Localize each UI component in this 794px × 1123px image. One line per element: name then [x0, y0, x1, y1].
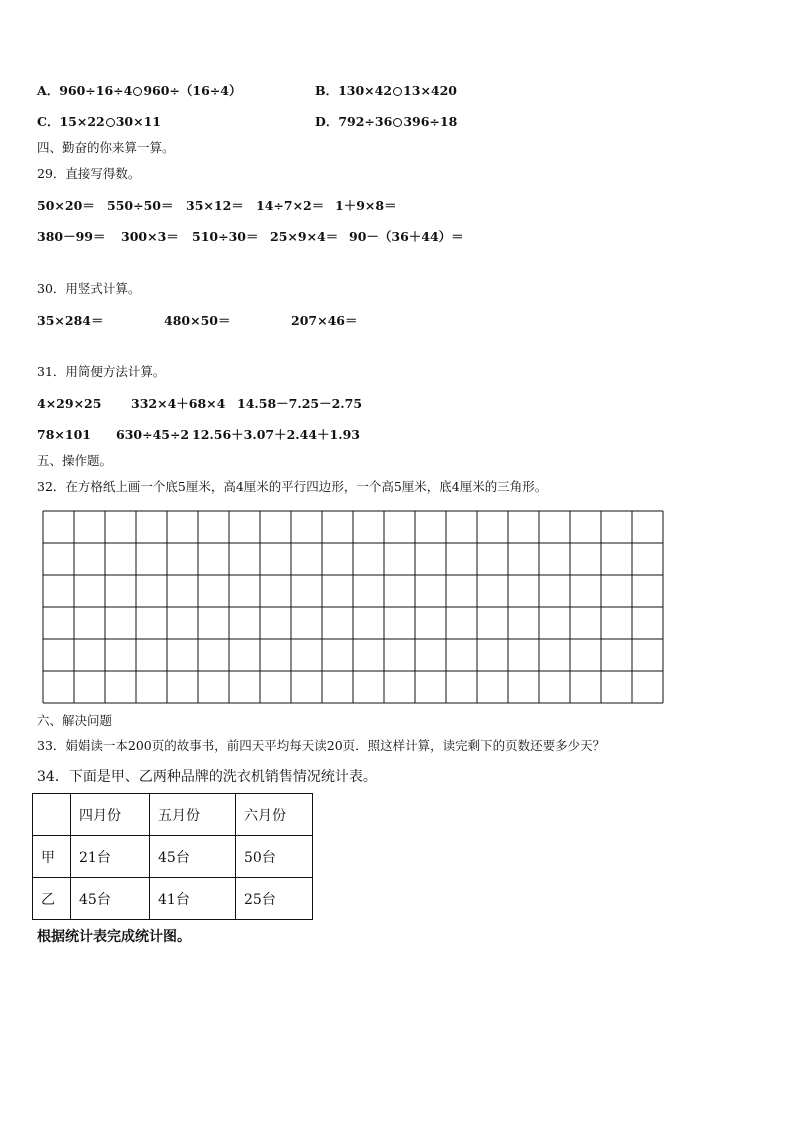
q28-option-a-right: 960÷（16÷4） [143, 83, 242, 98]
compare-circle-icon [106, 118, 115, 127]
table-row [33, 878, 313, 920]
q34-footer: 根据统计表完成统计图。 [37, 929, 191, 945]
q31-item: 332×4＋68×4 [131, 396, 226, 411]
table-cell: 50台 [236, 836, 313, 878]
q30-item: 35×284＝ [37, 313, 104, 328]
table-row [33, 836, 313, 878]
section-6-title: 六、解决问题 [37, 713, 113, 728]
q28-option-b [315, 83, 457, 99]
table-cell: 45台 [150, 836, 236, 878]
q29-item: 90－（36＋44）＝ [349, 229, 464, 244]
q31-item: 12.56＋3.07＋2.44＋1.93 [192, 427, 360, 442]
q28-option-a-left: 960÷16÷4 [59, 83, 133, 98]
section-4-title: 四、勤奋的你来算一算。 [37, 140, 175, 155]
table-cell: 甲 [33, 836, 71, 878]
q29-item: 50×20＝ [37, 198, 95, 213]
table-header-cell: 五月份 [150, 794, 236, 836]
compare-circle-icon [393, 118, 402, 127]
compare-circle-icon [133, 87, 142, 96]
q29-item: 25×9×4＝ [270, 229, 339, 244]
q33-title: 33．娟娟读一本200页的故事书，前四天平均每天读20页．照这样计算，读完剩下的页数还要多少天？ [37, 738, 606, 753]
q29-item: 14÷7×2＝ [256, 198, 325, 213]
table-cell: 21台 [71, 836, 150, 878]
table-cell: 41台 [150, 878, 236, 920]
q28-option-b-label: B． [315, 83, 339, 98]
q30-title: 30．用竖式计算。 [37, 281, 141, 296]
q32-title: 32．在方格纸上画一个底5厘米，高4厘米的平行四边形，一个高5厘米，底4厘米的三角形。 [37, 479, 548, 494]
square-grid-paper[interactable] [42, 510, 664, 704]
q29-item: 300×3＝ [121, 229, 179, 244]
section-5-title: 五、操作题。 [37, 453, 113, 468]
table-cell: 45台 [71, 878, 150, 920]
table-header-cell: 六月份 [236, 794, 313, 836]
q28-option-c-left: 15×22 [59, 114, 105, 129]
q30-item: 480×50＝ [164, 313, 231, 328]
q34-title: 34．下面是甲、乙两种品牌的洗衣机销售情况统计表。 [37, 769, 377, 785]
q29-item: 35×12＝ [186, 198, 244, 213]
table-header-row [33, 794, 313, 836]
q28-option-a-label: A． [37, 83, 60, 98]
q28-option-b-right: 13×420 [403, 83, 458, 98]
table-header-cell [33, 794, 71, 836]
sales-table [32, 793, 313, 920]
q31-item: 14.58－7.25－2.75 [237, 396, 363, 411]
table-header-cell: 四月份 [71, 794, 150, 836]
q29-item: 550÷50＝ [107, 198, 174, 213]
q28-option-d [315, 114, 457, 130]
q31-item: 4×29×25 [37, 396, 102, 411]
q29-title: 29．直接写得数。 [37, 166, 141, 181]
q30-item: 207×46＝ [291, 313, 358, 328]
q31-title: 31．用简便方法计算。 [37, 364, 166, 379]
q28-option-c-label: C． [37, 114, 60, 129]
q29-item: 1＋9×8＝ [335, 198, 397, 213]
q28-option-d-left: 792÷36 [338, 114, 393, 129]
q29-item: 380－99＝ [37, 229, 106, 244]
table-cell: 25台 [236, 878, 313, 920]
table-cell: 乙 [33, 878, 71, 920]
q28-option-c [37, 114, 161, 130]
q31-item: 78×101 [37, 427, 91, 442]
q28-option-c-right: 30×11 [115, 114, 161, 129]
q28-option-d-right: 396÷18 [403, 114, 458, 129]
q29-item: 510÷30＝ [192, 229, 259, 244]
q28-option-b-left: 130×42 [338, 83, 393, 98]
q31-item: 630÷45÷2 [116, 427, 190, 442]
q28-option-a [37, 83, 241, 99]
q28-option-d-label: D． [315, 114, 339, 129]
compare-circle-icon [393, 87, 402, 96]
